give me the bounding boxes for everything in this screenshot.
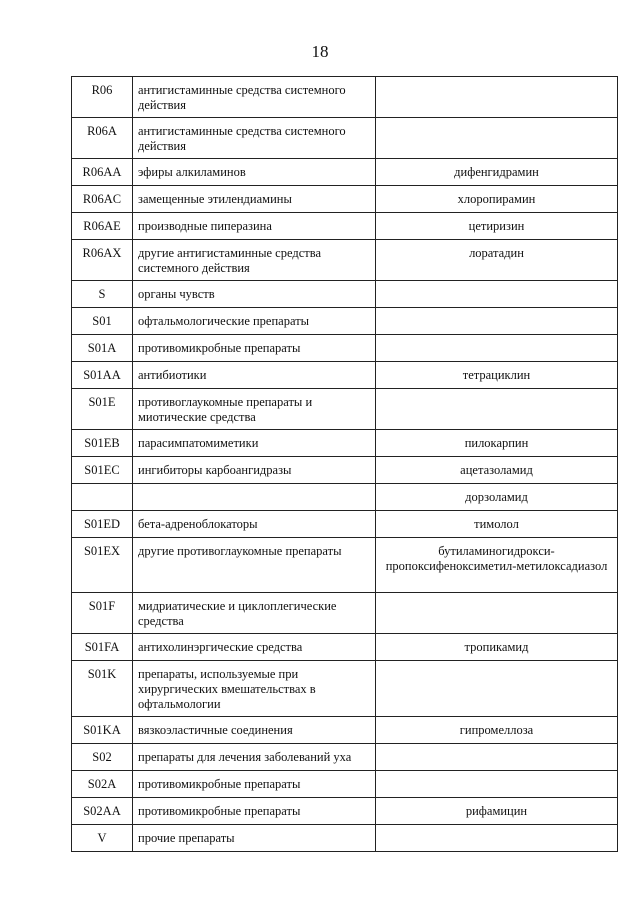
atc-code-cell: R06A: [72, 118, 133, 159]
drug-name-cell: [376, 389, 618, 430]
drug-name-cell: цетиризин: [376, 213, 618, 240]
group-name-cell: антигистаминные средства системного действия: [133, 77, 376, 118]
table-row: [72, 77, 618, 118]
atc-code-cell: R06AX: [72, 240, 133, 281]
atc-code-cell: S02: [72, 744, 133, 771]
table-row: [72, 744, 618, 771]
drug-name-cell: ацетазоламид: [376, 457, 618, 484]
drug-name-cell: [376, 308, 618, 335]
group-name-cell: органы чувств: [133, 281, 376, 308]
table-row: [72, 118, 618, 159]
table-row: [72, 484, 618, 511]
table-row: [72, 281, 618, 308]
drug-name-cell: хлоропирамин: [376, 186, 618, 213]
drug-name-cell: [376, 281, 618, 308]
group-name-cell: антихолинэргические средства: [133, 634, 376, 661]
group-name-cell: препараты, используемые при хирургических вмешательствах в офтальмологии: [133, 661, 376, 717]
group-name-cell: другие противоглаукомные препараты: [133, 538, 376, 593]
atc-code-cell: S01EB: [72, 430, 133, 457]
atc-code-cell: R06AC: [72, 186, 133, 213]
atc-code-cell: S01EX: [72, 538, 133, 593]
group-name-cell: [133, 484, 376, 511]
group-name-cell: ингибиторы карбоангидразы: [133, 457, 376, 484]
group-name-cell: замещенные этилендиамины: [133, 186, 376, 213]
atc-code-cell: R06AA: [72, 159, 133, 186]
table-row: [72, 430, 618, 457]
table-row: [72, 825, 618, 852]
table-row: [72, 661, 618, 717]
atc-code-cell: S01E: [72, 389, 133, 430]
atc-code-cell: [72, 484, 133, 511]
table-row: [72, 240, 618, 281]
drug-name-cell: пилокарпин: [376, 430, 618, 457]
atc-code-cell: S02AA: [72, 798, 133, 825]
drug-name-cell: [376, 771, 618, 798]
group-name-cell: мидриатические и циклоплегические средства: [133, 593, 376, 634]
table-row: [72, 593, 618, 634]
group-name-cell: противомикробные препараты: [133, 771, 376, 798]
table-row: [72, 389, 618, 430]
group-name-cell: антигистаминные средства системного действия: [133, 118, 376, 159]
drug-name-cell: [376, 593, 618, 634]
group-name-cell: эфиры алкиламинов: [133, 159, 376, 186]
table-row: [72, 538, 618, 593]
group-name-cell: антибиотики: [133, 362, 376, 389]
group-name-cell: офтальмологические препараты: [133, 308, 376, 335]
table-row: [72, 213, 618, 240]
group-name-cell: противоглаукомные препараты и миотические средства: [133, 389, 376, 430]
atc-code-cell: S01FA: [72, 634, 133, 661]
table-row: [72, 798, 618, 825]
atc-code-cell: S: [72, 281, 133, 308]
drug-name-cell: бутиламиногидрокси-пропоксифеноксиметил-метилоксадиазол: [376, 538, 618, 593]
atc-code-cell: R06: [72, 77, 133, 118]
group-name-cell: бета-адреноблокаторы: [133, 511, 376, 538]
atc-code-cell: S01F: [72, 593, 133, 634]
atc-code-cell: S01: [72, 308, 133, 335]
drug-name-cell: тимолол: [376, 511, 618, 538]
table-row: [72, 511, 618, 538]
drug-name-cell: [376, 661, 618, 717]
group-name-cell: противомикробные препараты: [133, 335, 376, 362]
drug-name-cell: [376, 77, 618, 118]
drug-name-cell: лоратадин: [376, 240, 618, 281]
atc-code-cell: S01K: [72, 661, 133, 717]
atc-code-cell: S01KA: [72, 717, 133, 744]
atc-code-cell: S01A: [72, 335, 133, 362]
table-row: [72, 634, 618, 661]
drug-name-cell: рифамицин: [376, 798, 618, 825]
table-row: [72, 186, 618, 213]
atc-code-cell: R06AE: [72, 213, 133, 240]
group-name-cell: производные пиперазина: [133, 213, 376, 240]
page-number: 18: [311, 42, 329, 61]
table-row: [72, 457, 618, 484]
group-name-cell: парасимпатомиметики: [133, 430, 376, 457]
group-name-cell: другие антигистаминные средства системного действия: [133, 240, 376, 281]
drug-name-cell: тетрациклин: [376, 362, 618, 389]
drug-name-cell: дифенгидрамин: [376, 159, 618, 186]
table-row: [72, 308, 618, 335]
atc-code-cell: V: [72, 825, 133, 852]
drug-name-cell: [376, 825, 618, 852]
group-name-cell: препараты для лечения заболеваний уха: [133, 744, 376, 771]
atc-code-cell: S01EC: [72, 457, 133, 484]
atc-code-cell: S01AA: [72, 362, 133, 389]
drug-name-cell: [376, 118, 618, 159]
atc-code-cell: S02A: [72, 771, 133, 798]
drug-name-cell: дорзоламид: [376, 484, 618, 511]
table-row: [72, 159, 618, 186]
table-row: [72, 335, 618, 362]
group-name-cell: противомикробные препараты: [133, 798, 376, 825]
atc-drug-table: [71, 76, 618, 852]
drug-name-cell: гипромеллоза: [376, 717, 618, 744]
table-row: [72, 717, 618, 744]
table-row: [72, 771, 618, 798]
drug-name-cell: тропикамид: [376, 634, 618, 661]
group-name-cell: прочие препараты: [133, 825, 376, 852]
atc-code-cell: S01ED: [72, 511, 133, 538]
drug-name-cell: [376, 335, 618, 362]
drug-name-cell: [376, 744, 618, 771]
table-row: [72, 362, 618, 389]
group-name-cell: вязкоэластичные соединения: [133, 717, 376, 744]
